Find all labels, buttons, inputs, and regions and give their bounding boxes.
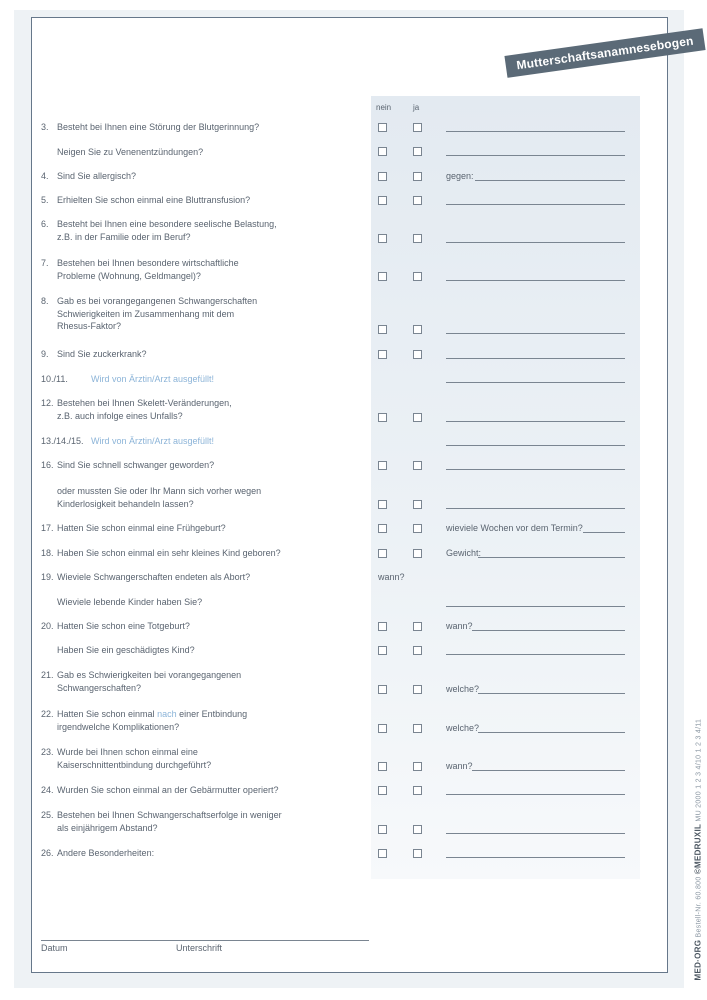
checkbox-ja[interactable] — [413, 325, 422, 334]
checkbox-ja[interactable] — [413, 622, 422, 631]
checkbox-ja[interactable] — [413, 461, 422, 470]
question-number: 18. — [41, 548, 54, 558]
question-text: Wieviele lebende Kinder haben Sie? — [57, 597, 203, 607]
signature-line — [41, 940, 369, 941]
question-text: Bestehen bei Ihnen Schwangerschaftserfolge in weniger als einjährigem Abstand? — [57, 810, 282, 833]
question-text: Gab es bei vorangegangenen Schwangerschaften Schwierigkeiten im Zusammenhang mit dem Rhesus-Faktor? — [57, 296, 258, 331]
answer-write-line[interactable] — [446, 794, 625, 795]
answer-write-line[interactable] — [446, 654, 625, 655]
answer-write-line[interactable] — [478, 732, 625, 733]
checkbox-nein[interactable] — [378, 762, 387, 771]
answer-write-line[interactable] — [446, 358, 625, 359]
checkbox-nein[interactable] — [378, 786, 387, 795]
brand-logo: MED·ORG — [693, 939, 703, 981]
question-number: 20. — [41, 621, 54, 631]
question-number: 13./14./15. — [41, 436, 84, 446]
answer-write-line[interactable] — [446, 469, 625, 470]
question-text: Sind Sie zuckerkrank? — [57, 349, 147, 359]
checkbox-nein[interactable] — [378, 272, 387, 281]
answer-write-line[interactable] — [446, 280, 625, 281]
answer-write-line[interactable] — [475, 180, 625, 181]
question-text: Haben Sie ein geschädigtes Kind? — [57, 645, 195, 655]
version-marks: 1 2 3 4/10 1 2 3 4/11 — [695, 718, 703, 789]
answer-write-line[interactable] — [446, 606, 625, 607]
checkbox-ja[interactable] — [413, 724, 422, 733]
checkbox-ja[interactable] — [413, 272, 422, 281]
question-text: Besteht bei Ihnen eine besondere seelische Belastung, z.B. in der Familie oder im Beruf? — [57, 219, 277, 242]
answer-write-line[interactable] — [446, 857, 625, 858]
checkbox-nein[interactable] — [378, 549, 387, 558]
checkbox-nein[interactable] — [378, 724, 387, 733]
checkbox-ja[interactable] — [413, 172, 422, 181]
question-text: Bestehen bei Ihnen besondere wirtschaftliche Probleme (Wohnung, Geldmangel)? — [57, 258, 239, 281]
question-text: oder mussten Sie oder Ihr Mann sich vorher wegen Kinderlosigkeit behandeln lassen? — [57, 486, 262, 509]
checkbox-ja[interactable] — [413, 350, 422, 359]
answer-prefix-label: wann? — [378, 572, 405, 582]
answer-prefix-label: wann? — [446, 621, 473, 631]
checkbox-ja[interactable] — [413, 685, 422, 694]
answer-write-line[interactable] — [446, 204, 625, 205]
question-number: 24. — [41, 785, 54, 795]
checkbox-ja[interactable] — [413, 646, 422, 655]
answer-write-line[interactable] — [478, 557, 625, 558]
answer-write-line[interactable] — [446, 131, 625, 132]
answer-write-line[interactable] — [446, 155, 625, 156]
question-text: Gab es Schwierigkeiten bei vorangegangenen Schwangerschaften? — [57, 670, 242, 693]
checkbox-ja[interactable] — [413, 524, 422, 533]
question-text: Besteht bei Ihnen eine Störung der Blutgerinnung? — [57, 122, 260, 132]
checkbox-nein[interactable] — [378, 413, 387, 422]
question-text: Hatten Sie schon einmal eine Frühgeburt? — [57, 523, 226, 533]
date-label: Datum — [41, 943, 68, 953]
question-number: 4. — [41, 171, 49, 181]
checkbox-nein[interactable] — [378, 646, 387, 655]
checkbox-nein[interactable] — [378, 849, 387, 858]
checkbox-ja[interactable] — [413, 413, 422, 422]
question-text: Wieviele Schwangerschaften endeten als Abort? — [57, 572, 251, 582]
answer-prefix-label: welche? — [446, 684, 480, 694]
checkbox-ja[interactable] — [413, 549, 422, 558]
answer-prefix-label: wieviele Wochen vor dem Termin? — [446, 523, 583, 533]
answer-write-line[interactable] — [446, 445, 625, 446]
question-number: 12. — [41, 398, 54, 408]
checkbox-nein[interactable] — [378, 147, 387, 156]
checkbox-ja[interactable] — [413, 849, 422, 858]
answer-write-line[interactable] — [446, 242, 625, 243]
checkbox-ja[interactable] — [413, 500, 422, 509]
answer-write-line[interactable] — [446, 508, 625, 509]
question-number: 23. — [41, 747, 54, 757]
checkbox-ja[interactable] — [413, 123, 422, 132]
column-header-nein: nein — [376, 103, 392, 112]
checkbox-nein[interactable] — [378, 196, 387, 205]
question-number: 19. — [41, 572, 54, 582]
question-number: 9. — [41, 349, 49, 359]
answer-write-line[interactable] — [472, 770, 625, 771]
question-text: Erhielten Sie schon einmal eine Bluttransfusion? — [57, 195, 251, 205]
question-text: Andere Besonderheiten: — [57, 848, 155, 858]
checkbox-nein[interactable] — [378, 325, 387, 334]
question-number: 8. — [41, 296, 49, 306]
question-text: Sind Sie schnell schwanger geworden? — [57, 460, 215, 470]
question-text: Neigen Sie zu Venenentzündungen? — [57, 147, 204, 157]
question-number: 17. — [41, 523, 54, 533]
answer-write-line[interactable] — [446, 421, 625, 422]
checkbox-ja[interactable] — [413, 825, 422, 834]
question-number: 3. — [41, 122, 49, 132]
question-text: Wurde bei Ihnen schon einmal eine Kaiserschnittentbindung durchgeführt? — [57, 747, 212, 770]
checkbox-ja[interactable] — [413, 234, 422, 243]
checkbox-nein[interactable] — [378, 825, 387, 834]
question-text: Bestehen bei Ihnen Skelett-Veränderungen, z.B. auch infolge eines Unfalls? — [57, 398, 232, 421]
question-text: Wurden Sie schon einmal an der Gebärmutter operiert? — [57, 785, 279, 795]
question-text: Hatten Sie schon eine Totgeburt? — [57, 621, 190, 631]
answer-write-line[interactable] — [446, 833, 625, 834]
checkbox-nein[interactable] — [378, 234, 387, 243]
checkbox-nein[interactable] — [378, 524, 387, 533]
checkbox-nein[interactable] — [378, 685, 387, 694]
answer-write-line[interactable] — [478, 693, 625, 694]
publisher-logo: ©MEDRUXIL — [693, 823, 703, 875]
checkbox-nein[interactable] — [378, 500, 387, 509]
checkbox-nein[interactable] — [378, 622, 387, 631]
question-text: Wird von Ärztin/Arzt ausgefüllt! — [91, 436, 215, 446]
checkbox-ja[interactable] — [413, 196, 422, 205]
answer-prefix-label: Gewicht: — [446, 548, 482, 558]
checkbox-ja[interactable] — [413, 147, 422, 156]
question-number: 10./11. — [41, 374, 68, 384]
side-imprint-text — [694, 641, 703, 981]
answer-prefix-label: welche? — [446, 723, 480, 733]
question-number: 16. — [41, 460, 54, 470]
question-number: 7. — [41, 258, 49, 268]
order-number: Bestell-Nr. 60.800 — [695, 876, 703, 938]
answer-write-line[interactable] — [446, 333, 625, 334]
question-number: 26. — [41, 848, 54, 858]
checkbox-nein[interactable] — [378, 461, 387, 470]
question-text: Sind Sie allergisch? — [57, 171, 137, 181]
signature-label: Unterschrift — [176, 943, 223, 953]
checkbox-nein[interactable] — [378, 172, 387, 181]
question-number: 21. — [41, 670, 54, 680]
question-text: Wird von Ärztin/Arzt ausgefüllt! — [91, 374, 215, 384]
question-number: 5. — [41, 195, 49, 205]
answer-write-line[interactable] — [472, 630, 625, 631]
question-number: 6. — [41, 219, 49, 229]
question-text: Haben Sie schon einmal ein sehr kleines Kind geboren? — [57, 548, 281, 558]
checkbox-ja[interactable] — [413, 786, 422, 795]
form-title-banner: Mutterschaftsanamnesebogen — [504, 28, 705, 78]
answer-prefix-label: gegen: — [446, 171, 474, 181]
question-number: 25. — [41, 810, 54, 820]
question-number: 22. — [41, 709, 54, 719]
answer-write-line[interactable] — [446, 382, 625, 383]
column-header-ja: ja — [413, 103, 420, 112]
form-code: MU 2000 — [695, 791, 703, 822]
checkbox-nein[interactable] — [378, 123, 387, 132]
answer-prefix-label: wann? — [446, 761, 473, 771]
checkbox-nein[interactable] — [378, 350, 387, 359]
checkbox-ja[interactable] — [413, 762, 422, 771]
answer-write-line[interactable] — [583, 532, 625, 533]
answer-column-shading — [371, 96, 640, 879]
side-imprint — [692, 636, 704, 988]
question-text: Hatten Sie schon einmal nach einer Entbindung irgendwelche Komplikationen? — [57, 709, 248, 732]
